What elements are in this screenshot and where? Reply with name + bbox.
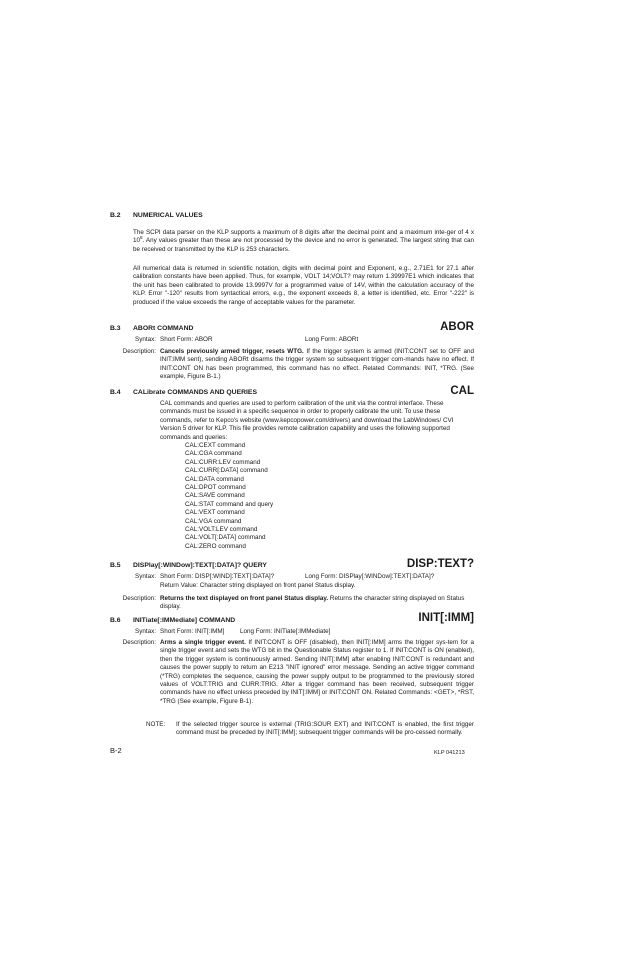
b6-description	[160, 639, 474, 706]
command-heading-init-imm: INIT[:IMM]	[418, 612, 474, 624]
list-item: CAL:CGA command	[185, 450, 242, 458]
return-value: Return Value: Character string displayed on front panel Status display.	[160, 582, 356, 589]
cal-command-list	[185, 442, 273, 551]
page-number: B-2	[110, 746, 122, 755]
section-number-b2: B.2	[110, 212, 121, 219]
list-item: CAL:ZERO command	[185, 542, 246, 550]
list-item: CAL:CEXT command	[185, 442, 246, 449]
b3-description	[160, 348, 474, 382]
command-heading-cal: CAL	[450, 385, 474, 397]
command-heading-disp-text: DISP:TEXT?	[406, 558, 474, 570]
section-number-b6: B.6	[110, 617, 121, 624]
note-text: If the selected trigger source is external (TRIG:SOUR EXT) and INIT:CONT is enabled, the first trigger command must be preceded by INIT[:IMM]; subsequent trigger commands will be pro-cessed normally.	[176, 721, 474, 737]
list-item: CAL:CURR:LEV command	[185, 458, 261, 466]
section-number-b5: B.5	[110, 562, 121, 569]
list-item: CAL:STAT command and query	[185, 500, 274, 508]
long-form: Long Form: ABORt	[305, 336, 359, 343]
b4-paragraph: CAL commands and queries are used to perform calibration of the unit via the control interface. These commands must be issued in a specific sequence in order to properly calibrate the unit. To use these commands, refer to Kepco's website (www.kepcopower.com/drivers) and download the LabWindows/ CVI Version 5 driver for KLP. This file provides remote calibration capability and uses the following supported commands and queries:	[160, 400, 454, 441]
syntax-label: Syntax:	[135, 628, 156, 635]
description-label: Description:	[122, 639, 156, 646]
list-item: CAL:CURR[:DATA] command	[185, 467, 268, 475]
b2-p1-text-end: . Any values greater than these are not processed by the device and no error is generated. The largest string that can be received or transmitted by the KLP is 253 characters.	[133, 237, 474, 253]
list-item: CAL:DATA command	[185, 475, 244, 483]
b2-p1-text: The SCPI data parser on the KLP supports a maximum of 8 digits after the decimal point and a maximum inte-ger of 4 x 10	[133, 229, 474, 245]
b2-paragraph-2: All numerical data is returned in scientific notation, digits with decimal point and Exponent, e.g., 2.71E1 for 27.1 after calibration constants have been applied. Thus, for example, VOLT 14;VOLT? may return 1.39997E1 which indicates that the unit has been calibrated to provide 13.9997V for a programmed value of 14V, within the calculation accuracy of the KLP. Error "-120" results from syntactical errors, e.g., the exponent exceeds 8, a letter is identified, etc. Error "-222" is produced if the value exceeds the range of acceptable values for the parameter.	[133, 265, 474, 306]
description-label: Description:	[122, 595, 156, 602]
b2-p1-exponent: 8	[140, 235, 143, 241]
syntax-label: Syntax:	[135, 573, 156, 580]
section-number-b3: B.3	[110, 325, 121, 332]
b3-description-lead: Cancels previously armed trigger, resets WTG.	[160, 348, 304, 355]
short-form: Short Form: ABOR	[160, 336, 213, 343]
list-item: CAL:VGA command	[185, 517, 242, 525]
b5-description-text: Returns the character string displayed on Status display.	[160, 595, 465, 611]
section-number-b4: B.4	[110, 389, 121, 396]
long-form: Long Form: DISPlay[:WINDow]:TEXT[:DATA]?	[305, 573, 435, 580]
short-form: Short Form: DISP[:WIND]:TEXT[:DATA]?	[160, 573, 275, 580]
list-item: CAL:SAVE command	[185, 492, 245, 500]
section-title-initiate: INITiate[:IMMediate] COMMAND	[133, 617, 236, 624]
document-id: KLP 041213	[434, 750, 465, 756]
section-title-display-text: DISPlay[:WINDow]:TEXT[:DATA]? QUERY	[133, 562, 267, 569]
syntax-label: Syntax:	[135, 336, 156, 343]
b2-paragraph-1	[133, 229, 474, 254]
list-item: CAL:VOLT[:DATA] command	[185, 534, 266, 542]
section-title-abort: ABORt COMMAND	[133, 325, 194, 332]
b6-description-lead: Arms a single trigger event.	[160, 639, 246, 646]
short-form: Short Form: INIT[:IMM]	[160, 628, 225, 635]
description-label: Description:	[122, 348, 156, 355]
note-label: NOTE:	[146, 721, 166, 728]
list-item: CAL:VEXT command	[185, 509, 245, 517]
list-item: CAL:DPOT command	[185, 484, 246, 492]
list-item: CAL:VOLT:LEV command	[185, 526, 258, 534]
b5-description	[160, 595, 474, 612]
b3-description-text: If the trigger system is armed (INIT:CONT set to OFF and INIT:IMM sent), sending ABORt disarms the trigger system so subsequent trigger com-mands have no effect. If INIT:CONT ON has been programmed, this command has no effect. Related Commands: INIT, *TRG. (See example, Figure B-1.)	[160, 348, 474, 381]
b5-description-lead: Returns the text displayed on front panel Status display.	[160, 595, 329, 602]
command-heading-abor: ABOR	[440, 321, 474, 333]
b6-description-text: If INIT:CONT is OFF (disabled), then INIT[:IMM] arms the trigger sys-tem for a single trigger event and sets the WTG bit in the Questionable Status register to 1. If INIT:CONT is ON (enabled), then the trigger system is continuously armed. Sending INIT[:IMM] after enabling INIT:CONT is redundant and causes the power supply to return an E213 "INIT ignored" error message. Sending an active trigger command (*TRG) completes the sequence, causing the power supply output to be programmed to the previously stored values of VOLT:TRIG and CURR:TRIG. After a trigger command has been received, subsequent trigger commands have no effect unless preceded by INIT[:IMM] or INIT:CONT ON. Related Commands: <GET>, *RST, *TRG (See example, Figure B-1).	[160, 639, 474, 705]
section-title-calibrate: CALibrate COMMANDS AND QUERIES	[133, 389, 257, 396]
section-title-numerical-values: NUMERICAL VALUES	[133, 212, 203, 219]
long-form: Long Form: INITiate[:IMMediate]	[240, 628, 331, 635]
